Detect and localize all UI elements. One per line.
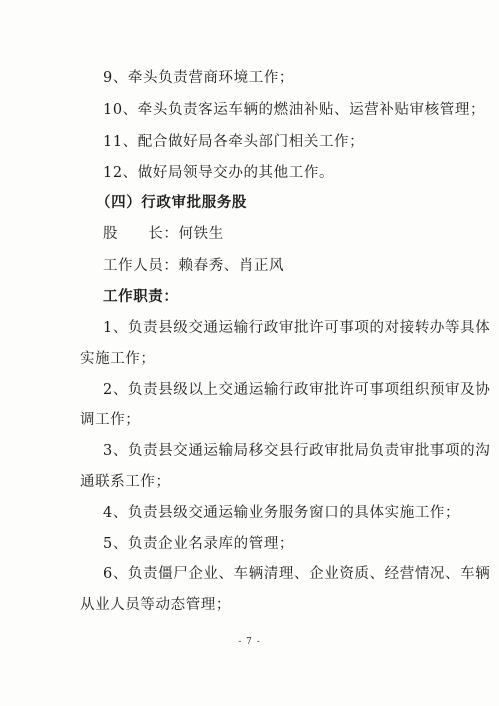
duty-item-11: 11、配合做好局各牵头部门相关工作； <box>103 134 365 150</box>
approval-duty-2: 2、负责县级以上交通运输行政审批许可事项组织预审及协 <box>103 382 491 398</box>
approval-duty-4: 4、负责县级交通运输业务服务窗口的具体实施工作； <box>103 505 461 521</box>
duties-heading: 工作职责： <box>103 288 179 305</box>
approval-duty-1: 1、负责县级交通运输行政审批许可事项的对接转办等具体 <box>103 320 491 336</box>
section-chief: 股 长：何铁生 <box>103 226 224 242</box>
approval-duty-5: 5、负责企业名录库的管理； <box>103 536 295 552</box>
section-staff: 工作人员：赖春秀、肖正风 <box>103 258 285 274</box>
duty-item-9: 9、牵头负责营商环境工作； <box>103 70 295 86</box>
approval-duty-3: 3、负责县交通运输局移交县行政审批局负责审批事项的沟 <box>103 443 491 459</box>
duty-item-10: 10、牵头负责客运车辆的燃油补贴、运营补贴审核管理； <box>103 102 486 118</box>
approval-duty-6-cont: 从业人员等动态管理； <box>80 597 231 613</box>
section-heading-administrative-approval: （四）行政审批服务股 <box>96 194 247 211</box>
approval-duty-6: 6、负责僵尸企业、车辆清理、企业资质、经营情况、车辆 <box>103 566 491 582</box>
approval-duty-3-cont: 通联系工作； <box>80 474 171 490</box>
duty-item-12: 12、做好局领导交办的其他工作。 <box>103 165 335 181</box>
approval-duty-1-cont: 实施工作； <box>80 351 156 367</box>
page-number: - 7 - <box>238 637 261 647</box>
approval-duty-2-cont: 调工作； <box>80 412 141 428</box>
